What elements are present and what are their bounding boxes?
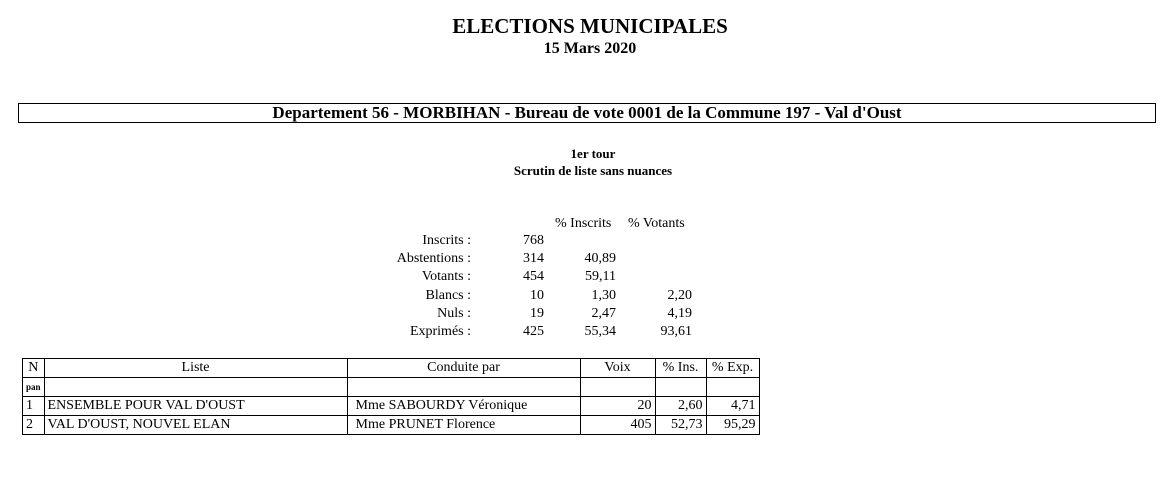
stat-value: 454 xyxy=(523,269,544,284)
row-conduite: Mme SABOURDY Véronique xyxy=(347,397,580,416)
stat-pct-votants: 2,20 xyxy=(667,288,692,303)
bureau-banner: Departement 56 - MORBIHAN - Bureau de vote 0001 de la Commune 197 - Val d'Oust xyxy=(18,103,1156,123)
stat-value: 19 xyxy=(530,306,544,321)
stat-label: Exprimés : xyxy=(409,324,471,339)
row-liste: ENSEMBLE POUR VAL D'OUST xyxy=(44,397,347,416)
election-date: 15 Mars 2020 xyxy=(543,40,637,57)
col-header-liste: Liste xyxy=(44,359,347,378)
stat-pct-inscrits: 55,34 xyxy=(584,324,616,339)
stat-pct-inscrits: 1,30 xyxy=(591,288,616,303)
col-subheader-n: pan xyxy=(23,378,45,397)
col-header-n: N xyxy=(23,359,45,378)
stat-pct-inscrits: 2,47 xyxy=(591,306,616,321)
row-liste: VAL D'OUST, NOUVEL ELAN xyxy=(44,416,347,435)
row-pct-exp: 95,29 xyxy=(706,416,759,435)
stat-pct-votants: 93,61 xyxy=(660,324,692,339)
col-pct-votants: % Votants xyxy=(628,216,685,231)
table-row xyxy=(23,416,760,435)
stat-value: 10 xyxy=(530,288,544,303)
stat-label: Inscrits : xyxy=(422,233,471,248)
stat-pct-votants: 4,19 xyxy=(667,306,692,321)
stat-label: Abstentions : xyxy=(396,251,471,266)
col-header-pct-exp: % Exp. xyxy=(706,359,759,378)
row-pct-ins: 2,60 xyxy=(655,397,706,416)
row-n: 1 xyxy=(23,397,45,416)
row-voix: 405 xyxy=(580,416,655,435)
stat-value: 768 xyxy=(523,233,544,248)
stat-label: Nuls : xyxy=(437,306,471,321)
row-voix: 20 xyxy=(580,397,655,416)
scrutin-label: Scrutin de liste sans nuances xyxy=(513,163,673,178)
col-header-voix: Voix xyxy=(580,359,655,378)
row-pct-exp: 4,71 xyxy=(706,397,759,416)
results-table xyxy=(22,358,760,435)
row-n: 2 xyxy=(23,416,45,435)
stat-label: Blancs : xyxy=(425,288,471,303)
stat-value: 314 xyxy=(523,251,544,266)
col-header-pct-ins: % Ins. xyxy=(655,359,706,378)
stat-pct-inscrits: 40,89 xyxy=(584,251,616,266)
page-title: ELECTIONS MUNICIPALES xyxy=(452,14,728,38)
stat-label: Votants : xyxy=(421,269,471,284)
stat-pct-inscrits: 59,11 xyxy=(585,269,616,284)
table-subheader-row xyxy=(23,378,760,397)
col-pct-inscrits: % Inscrits xyxy=(555,216,612,231)
stat-value: 425 xyxy=(523,324,544,339)
tour-label: 1er tour xyxy=(570,146,616,161)
table-row xyxy=(23,397,760,416)
table-header-row xyxy=(23,359,760,378)
col-header-conduite: Conduite par xyxy=(347,359,580,378)
row-conduite: Mme PRUNET Florence xyxy=(347,416,580,435)
row-pct-ins: 52,73 xyxy=(655,416,706,435)
